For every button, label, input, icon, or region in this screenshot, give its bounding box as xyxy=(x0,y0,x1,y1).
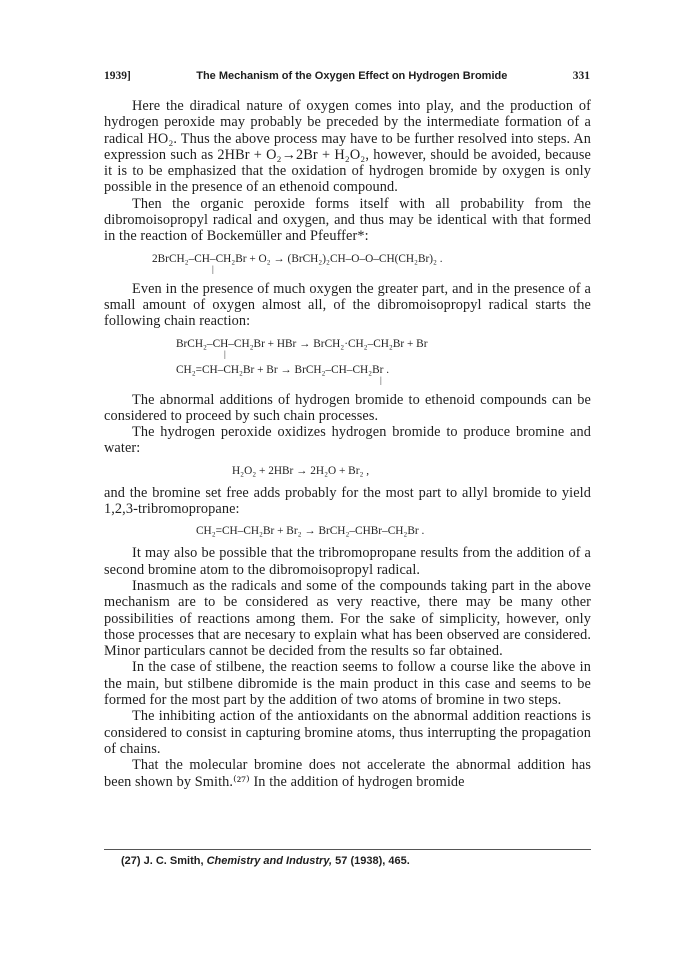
equation-line: CH₂=CH–CH₂Br + Br → BrCH₂–CH–CH₂Br . xyxy=(176,363,390,376)
header-title: The Mechanism of the Oxygen Effect on Hydrogen Bromide xyxy=(196,70,508,82)
paragraph: The abnormal additions of hydrogen bromide to ethenoid compounds can be considered to proceed by such chain processes. xyxy=(104,391,591,424)
footnote-prefix: (27) J. C. Smith, xyxy=(121,855,207,867)
equation-line: CH₂=CH–CH₂Br + Br₂ → BrCH₂–CHBr–CH₂Br . xyxy=(196,525,425,538)
equation-bromination xyxy=(104,525,591,537)
equation-peroxide-formation xyxy=(104,253,591,273)
page-number: 331 xyxy=(572,70,590,82)
paragraph: Here the diradical nature of oxygen comes into play, and the production of hydrogen peroxide may probably be preceded by the intermediate formation of a radical HO₂. Thus the above process may have to be further resolved into steps. An expression such as 2HBr + O₂→2Br + H₂O₂, however, should be avoided, because it is to be emphasized that the oxidation of hydrogen bromide by oxygen is only possible in the presence of an ethenoid compound. xyxy=(104,98,591,196)
bond-tick: | xyxy=(380,374,382,385)
bond-tick: | xyxy=(212,263,214,274)
paragraph: That the molecular bromine does not accelerate the abnormal addition has been shown by Smith.⁽²⁷⁾ In the addition of hydrogen bromide xyxy=(104,757,591,790)
header-year: 1939] xyxy=(104,70,131,82)
equation-oxidation xyxy=(104,465,591,477)
paragraph: Inasmuch as the radicals and some of the compounds taking part in the above mechanism are to be considered as very reactive, there may be many other possibilities of reactions among them. For the sake of simplicity, however, only those processes that are necesary to explain what has been observed are considered. Minor particulars cannot be decided from the results so far obtained. xyxy=(104,577,591,660)
footnote-divider xyxy=(104,849,591,850)
paragraph: It may also be possible that the tribromopropane results from the addition of a second bromine atom to the dibromoisopropyl radical. xyxy=(104,545,591,578)
bond-tick: | xyxy=(224,348,226,359)
paragraph: Then the organic peroxide forms itself with all probability from the dibromoisopropyl radical and oxygen, and thus may be identical with that formed in the reaction of Bockemüller and Pfeuffer*: xyxy=(104,195,591,245)
footnote xyxy=(121,855,410,867)
footnote-suffix: 57 (1938), 465. xyxy=(332,855,410,867)
equation-line: H₂O₂ + 2HBr → 2H₂O + Br₂ , xyxy=(232,464,370,477)
body-text xyxy=(104,98,591,790)
paragraph: The hydrogen peroxide oxidizes hydrogen bromide to produce bromine and water: xyxy=(104,424,591,457)
equation-line: 2BrCH₂–CH–CH₂Br + O₂ → (BrCH₂)₂CH–O–O–CH(CH₂Br)₂ . xyxy=(152,252,443,265)
running-header xyxy=(104,70,590,82)
paragraph: In the case of stilbene, the reaction seems to follow a course like the above in the main, but stilbene dibromide is the main product in this case and seems to be formed for the most part by the addition of two atoms of bromine in two steps. xyxy=(104,659,591,709)
footnote-journal: Chemistry and Industry, xyxy=(206,855,333,867)
paragraph: and the bromine set free adds probably for the most part to allyl bromide to yield 1,2,3-tribromopropane: xyxy=(104,484,591,518)
equation-line: BrCH₂–CH–CH₂Br + HBr → BrCH₂·CH₂–CH₂Br + Br xyxy=(176,337,428,350)
paragraph: Even in the presence of much oxygen the greater part, and in the presence of a small amount of oxygen almost all, of the dibromoisopropyl radical starts the following chain reaction: xyxy=(104,280,591,330)
paragraph: The inhibiting action of the antioxidants on the abnormal addition reactions is considered to consist in capturing bromine atoms, thus interrupting the propagation of chains. xyxy=(104,708,591,757)
equation-chain-reaction xyxy=(104,338,591,384)
